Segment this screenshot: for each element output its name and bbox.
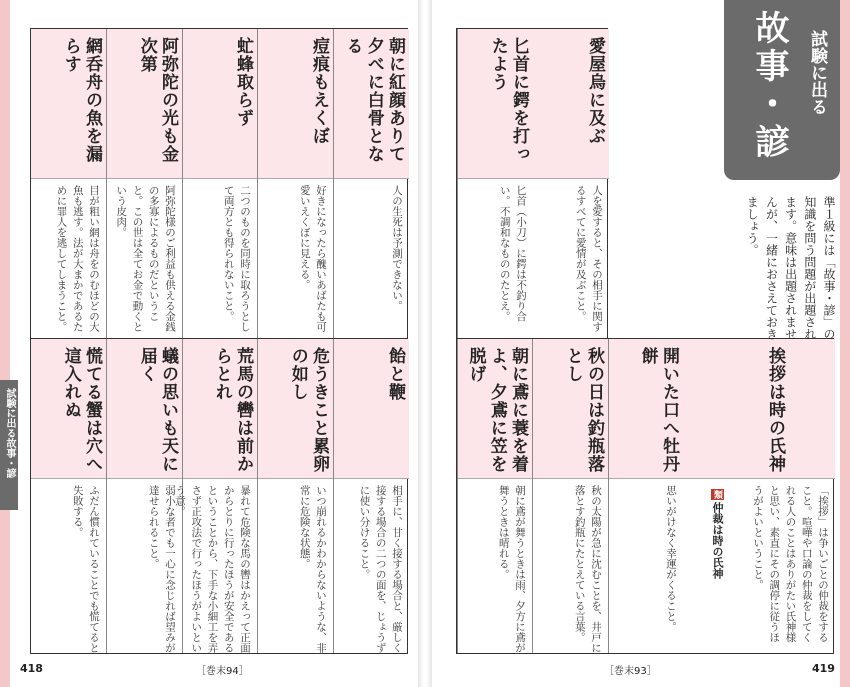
proverb-text: 蟻の思いも天に届く [136, 347, 178, 473]
proverb-text: 飴と鞭 [385, 347, 405, 401]
entry-card [106, 29, 182, 339]
proverb-meaning: 阿弥陀様のご利益も供える金銭の多寡によるものだということ。この世は全てお金で動くという皮肉。 [115, 185, 176, 332]
entry-card [533, 29, 609, 339]
proverb-meaning: 二つのものを同時に取ろうとして両方とも得られないこと。 [222, 185, 251, 332]
entry-card [257, 339, 333, 653]
proverb-meaning: 思いがけなく幸運がくること。 [665, 485, 677, 632]
entry-card [608, 339, 683, 653]
proverb-text: 秋の日は釣瓶落とし [562, 347, 604, 473]
side-index-tab [0, 380, 18, 510]
right-bottom-grid [456, 338, 834, 654]
proverb-meaning: 「挨拶」は争いごとの仲裁をすること。喧嘩や口論の仲裁をしてくれる人のことはありがたい氏神様と思い、素直にその調停に従うほうがよいということ。 [751, 485, 829, 643]
entry-card [457, 339, 532, 653]
proverb-text: 開いた口へ牡丹餅 [637, 347, 679, 473]
proverb-meaning: 人の生死は予測できない。 [391, 185, 403, 311]
right-page-number: 419 [812, 662, 835, 675]
entry-card [532, 339, 608, 653]
proverb-meaning: ふだん慣れていることでも慌てると失敗する。 [71, 485, 100, 653]
related-label: 類 [712, 490, 722, 499]
proverb-meaning: 秋の太陽が急に沈むことを、井戸に落とす釣瓶にたとえている言葉。 [573, 485, 602, 653]
proverb-meaning: 暴れて危険な馬の轡はかえって正面からとりに行ったほうが安全であるということから、下手な小細工を弄さず正攻法で行ったほうがよいという意。 [173, 485, 251, 653]
section-title-box [724, 0, 840, 180]
proverb-text: 阿弥陀の光も金次第 [136, 37, 178, 163]
left-volume-label: ［巻末94］ [196, 666, 249, 677]
right-volume-label: ［巻末93］ [604, 666, 657, 677]
entry-card [173, 339, 257, 653]
proverb-text: 虻蜂取らず [233, 37, 253, 127]
proverb-text: 危うきこと累卵の如し [287, 347, 329, 473]
section-subtitle: 試験に出る [807, 30, 827, 115]
proverb-text: 挨拶は時の氏神 [765, 347, 785, 473]
proverb-meaning: 弱小な者でも一心に念じれば望みが達せられること。 [147, 485, 176, 653]
proverb-text: 朝に紅顔ありて夕べに白骨となる [342, 37, 405, 163]
proverb-meaning: 相手に、甘く接する場合と、厳しく接する場合の二つの面を、じょうずに使い分けること。 [358, 485, 403, 653]
proverb-text: 痘痕もえくぼ [309, 37, 329, 145]
entry-card [457, 29, 533, 339]
related-note [709, 489, 725, 579]
left-top-grid [30, 28, 408, 340]
proverb-meaning: 朝に鳶が舞うときは雨、夕方に鳶が舞うときは晴れる。 [497, 485, 526, 653]
related-text: 仲裁は時の氏神 [711, 502, 724, 579]
proverb-text: 荒馬の轡は前からとれ [211, 347, 253, 473]
proverb-text: 愛屋烏に及ぶ [585, 37, 605, 145]
book-spine [418, 0, 432, 687]
entry-card [333, 29, 409, 339]
entry-card [333, 339, 409, 653]
entry-card [31, 339, 106, 653]
proverb-text: 匕首に鍔を打ったよう [487, 37, 529, 163]
left-bottom-grid [30, 338, 408, 654]
intro-text: 準１級には「故事・諺」の知識を問う問題が出題されます。意味は出題されませんが、一緒におさえておきましょう。 [745, 196, 836, 340]
left-page-number: 418 [20, 662, 43, 675]
entry-card [683, 339, 835, 653]
proverb-meaning: いつ崩れるかわからないような、非常に危険な状態。 [298, 485, 327, 653]
entry-card [257, 29, 333, 339]
entry-card [31, 29, 106, 339]
proverb-meaning: 匕首（小刀）に鍔は不釣り合い。不調和なもののたとえ。 [498, 185, 527, 322]
proverb-text: 慌てる蟹は穴へ這入れぬ [60, 347, 102, 473]
proverb-text: 網呑舟の魚を漏らす [60, 37, 102, 163]
right-top-grid [456, 28, 608, 340]
proverb-meaning: 人を愛すると、その相手に関するすべてに愛情が及ぶこと。 [574, 185, 603, 332]
proverb-text: 朝に鳶に蓑を着よ、夕鳶に笠を脱げ [465, 347, 528, 473]
side-index-label: 試験に出る故事・諺 [4, 388, 15, 478]
entry-card [106, 339, 182, 653]
proverb-meaning: 目が粗い網は舟をのむほどの大魚も逃す。法が大まかであるために罪人を逃してしまうこと。 [55, 185, 100, 332]
section-title: 故事・諺 [749, 10, 789, 162]
proverb-meaning: 好きになったら醜いあばたも可愛いえくぼに見える。 [298, 185, 327, 332]
entry-card [182, 29, 257, 339]
